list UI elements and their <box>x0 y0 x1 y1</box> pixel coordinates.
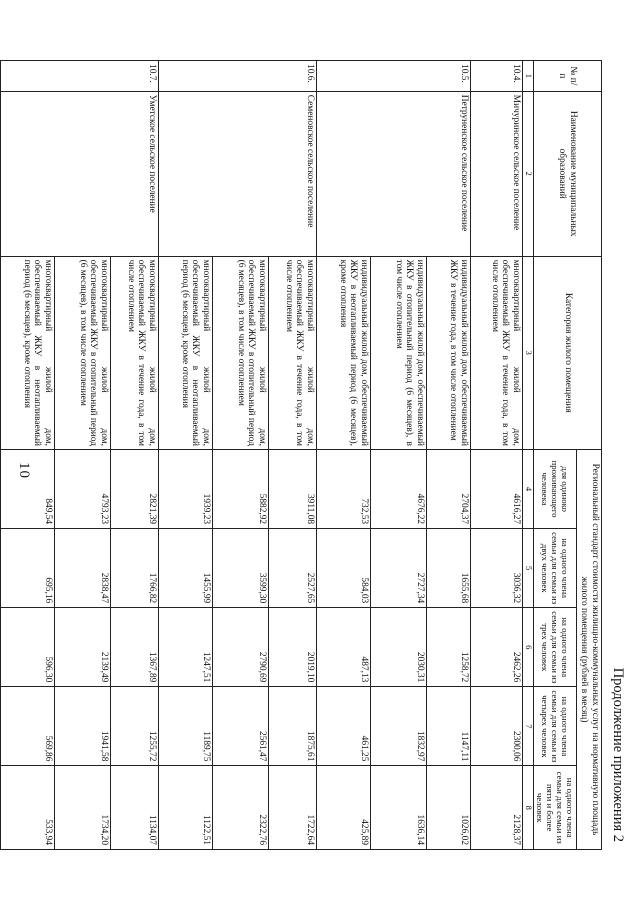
row-municipality: Мичуринское сельское поселение <box>471 91 523 256</box>
row-category: индивидуальный жилой дом, обеспечиваемый ЖКУ в отопительный период (6 месяцев), в том числе отоплением <box>371 256 427 449</box>
row-value: 1636,14 <box>371 766 427 850</box>
rotated-page-content <box>0 46 628 856</box>
header-four: на одного члена семьи для семьи из четырех человек <box>533 687 576 766</box>
column-number: 2 <box>523 91 534 256</box>
row-category: многоквартирный жилой дом, обеспечиваемый ЖКУ в течение года, в том числе отоплением <box>111 256 159 449</box>
row-value: 2030,31 <box>371 608 427 687</box>
row-value: 1939,23 <box>159 449 213 528</box>
row-code <box>159 61 213 92</box>
row-value: 1134,07 <box>111 766 159 850</box>
table-row <box>371 61 427 850</box>
table-row <box>213 61 269 850</box>
row-value: 2727,34 <box>371 529 427 608</box>
row-code <box>1 61 55 92</box>
row-value: 2462,26 <box>471 608 523 687</box>
row-value: 2790,69 <box>213 608 269 687</box>
row-municipality: Петруненское сельское поселение <box>427 91 471 256</box>
header-two: на одного члена семьи для семьи из двух человек <box>533 529 576 608</box>
row-value: 5882,92 <box>213 449 269 528</box>
row-category: многоквартирный жилой дом, обеспечиваемый ЖКУ в течение года, в том числе отоплением <box>269 256 317 449</box>
row-value: 1247,51 <box>159 608 213 687</box>
row-value: 1147,11 <box>427 687 471 766</box>
row-municipality: Семеновское сельское поселение <box>269 91 317 256</box>
table-row <box>471 61 523 850</box>
row-municipality <box>55 91 111 256</box>
row-value: 596,30 <box>1 608 55 687</box>
row-municipality: Уметское сельское поселение <box>111 91 159 256</box>
row-category: многоквартирный жилой дом, обеспечиваемый ЖКУ в отопительный период (6 месяцев), в том числе отоплением <box>213 256 269 449</box>
row-municipality <box>1 91 55 256</box>
row-value: 4676,22 <box>371 449 427 528</box>
row-municipality <box>213 91 269 256</box>
column-number: 1 <box>523 61 534 92</box>
row-value: 533,94 <box>1 766 55 850</box>
row-code <box>213 61 269 92</box>
row-category: многоквартирный жилой дом, обеспечиваемый ЖКУ в течение года, в том числе отоплением <box>471 256 523 449</box>
row-value: 849,54 <box>1 449 55 528</box>
table-row <box>1 61 55 850</box>
row-value: 1766,82 <box>111 529 159 608</box>
row-value: 584,03 <box>317 529 371 608</box>
column-number: 3 <box>523 256 534 449</box>
table-row <box>159 61 213 850</box>
row-code <box>317 61 371 92</box>
row-code: 10.5. <box>427 61 471 92</box>
row-category: индивидуальный жилой дом, обеспечиваемый ЖКУ в неотапливаемый период (6 месяцев), кроме отопления <box>317 256 371 449</box>
row-value: 4616,27 <box>471 449 523 528</box>
row-category: многоквартирный жилой дом, обеспечиваемый ЖКУ в неотапливаемый период (6 месяцев), кроме отопления <box>1 256 55 449</box>
row-value: 1026,02 <box>427 766 471 850</box>
row-value: 1734,20 <box>55 766 111 850</box>
row-code: 10.7. <box>111 61 159 92</box>
column-number: 5 <box>523 529 534 608</box>
row-value: 1655,68 <box>427 529 471 608</box>
row-category: многоквартирный жилой дом, обеспечиваемый ЖКУ в отопительный период (6 месяцев), в том числе отоплением <box>55 256 111 449</box>
table-row <box>427 61 471 850</box>
row-value: 1875,61 <box>269 687 317 766</box>
row-value: 1722,64 <box>269 766 317 850</box>
row-value: 4793,23 <box>55 449 111 528</box>
row-municipality <box>317 91 371 256</box>
column-numbers-row <box>523 61 534 850</box>
table-row <box>317 61 371 850</box>
row-code <box>371 61 427 92</box>
row-category: многоквартирный жилой дом, обеспечиваемый ЖКУ в неотапливаемый период (6 месяцев), кроме отопления <box>159 256 213 449</box>
row-code: 10.6. <box>269 61 317 92</box>
row-value: 3036,32 <box>471 529 523 608</box>
row-value: 2838,47 <box>55 529 111 608</box>
row-value: 2322,76 <box>213 766 269 850</box>
table-row <box>269 61 317 850</box>
row-municipality <box>159 91 213 256</box>
row-code <box>55 61 111 92</box>
row-code: 10.4. <box>471 61 523 92</box>
table-row <box>111 61 159 850</box>
continuation-heading: Продолжение приложения 2 <box>610 667 626 842</box>
header-name: Наименование муниципальных образований <box>533 91 601 256</box>
row-value: 461,25 <box>317 687 371 766</box>
row-value: 1258,72 <box>427 608 471 687</box>
row-value: 732,53 <box>317 449 371 528</box>
row-value: 2704,37 <box>427 449 471 528</box>
row-value: 3599,30 <box>213 529 269 608</box>
header-num: № п/п <box>533 61 601 92</box>
row-value: 1832,97 <box>371 687 427 766</box>
row-municipality <box>371 91 427 256</box>
row-value: 1189,75 <box>159 687 213 766</box>
page-number: 10 <box>16 462 32 479</box>
row-value: 1122,51 <box>159 766 213 850</box>
row-value: 2561,47 <box>213 687 269 766</box>
header-single: для одиноко проживающего человека <box>533 449 576 528</box>
row-value: 2139,49 <box>55 608 111 687</box>
table-row <box>55 61 111 850</box>
column-number: 8 <box>523 766 534 850</box>
row-value: 2821,39 <box>111 449 159 528</box>
row-value: 425,89 <box>317 766 371 850</box>
row-category: индивидуальный жилой дом, обеспечиваемый ЖКУ в течение года, в том числе отоплением <box>427 256 471 449</box>
header-category: Категория жилого помещения <box>533 256 601 449</box>
row-value: 3911,08 <box>269 449 317 528</box>
header-standard: Региональный стандарт стоимости жилищно-коммунальных услуг на нормативную площадь жилого помещения (рублей в месяц) <box>577 449 602 849</box>
header-five: на одного члена семьи для семьи из пяти и более человек <box>533 766 576 850</box>
row-value: 1255,72 <box>111 687 159 766</box>
column-number: 7 <box>523 687 534 766</box>
row-value: 569,86 <box>1 687 55 766</box>
row-value: 2300,06 <box>471 687 523 766</box>
row-value: 695,16 <box>1 529 55 608</box>
row-value: 1367,89 <box>111 608 159 687</box>
row-value: 1455,99 <box>159 529 213 608</box>
column-number: 4 <box>523 449 534 528</box>
row-value: 2019,10 <box>269 608 317 687</box>
standards-table <box>0 60 602 850</box>
column-number: 6 <box>523 608 534 687</box>
row-value: 1941,58 <box>55 687 111 766</box>
table-body <box>1 61 523 850</box>
row-value: 2527,65 <box>269 529 317 608</box>
row-value: 487,13 <box>317 608 371 687</box>
row-value: 2128,37 <box>471 766 523 850</box>
header-row <box>577 61 602 850</box>
header-three: на одного члена семьи для семьи из трех человек <box>533 608 576 687</box>
